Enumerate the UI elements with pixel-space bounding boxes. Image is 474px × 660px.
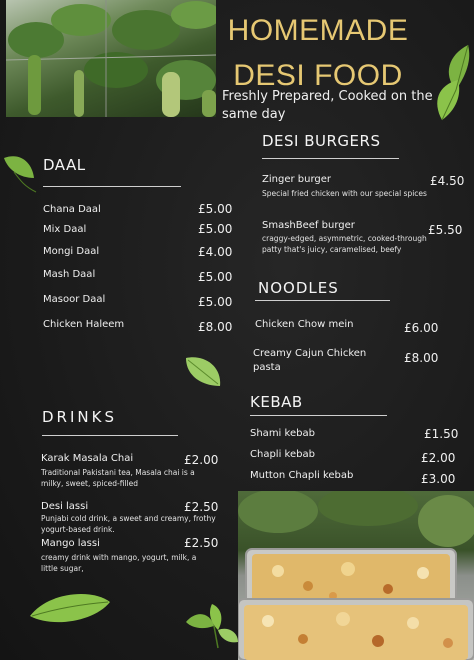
- daal-item-price: £5.00: [198, 222, 233, 236]
- garden-photo: [6, 0, 216, 117]
- noodles-heading: NOODLES: [258, 279, 339, 297]
- leaf-left-icon: [2, 152, 38, 194]
- kebab-divider: [250, 415, 387, 416]
- drinks-heading: DRINKS: [42, 408, 117, 426]
- daal-item-name: Masoor Daal: [43, 294, 106, 305]
- kebab-item-name: Mutton Chapli kebab: [250, 470, 354, 481]
- mint-leaf-bottom-icon: [28, 590, 112, 626]
- drinks-item-desc: Traditional Pakistani tea, Masala chai is a milky, sweet, spiced-filled: [41, 468, 195, 488]
- kebab-item-price: £3.00: [421, 472, 456, 486]
- drinks-item-desc: Punjabi cold drink, a sweet and creamy, frothy yogurt-based drink.: [41, 514, 216, 534]
- title-line-2: DESI FOOD: [233, 59, 403, 92]
- drinks-item-name: Mango lassi: [41, 538, 100, 549]
- noodles-item-name: Chicken Chow mein: [255, 319, 354, 330]
- tagline: Freshly Prepared, Cooked on the same day: [222, 89, 433, 122]
- burgers-item-desc: craggy-edged, asymmetric, cooked-through patty that's juicy, caramelised, beefy: [262, 234, 427, 254]
- daal-item-name: Chicken Haleem: [43, 319, 125, 330]
- daal-item-name: Mash Daal: [43, 269, 96, 280]
- daal-heading: DAAL: [43, 156, 86, 174]
- daal-item-price: £5.00: [198, 202, 233, 216]
- daal-item-name: Chana Daal: [43, 204, 101, 215]
- drinks-item-desc: creamy drink with mango, yogurt, milk, a little sugar,: [41, 553, 197, 573]
- burgers-item-name: SmashBeef burger: [262, 220, 355, 231]
- drinks-item-price: £2.00: [184, 453, 219, 467]
- burgers-item-price: £5.50: [428, 223, 463, 237]
- title-line-1: HOMEMADE: [227, 14, 409, 47]
- leaf-top-right-icon: [428, 40, 474, 125]
- kebab-item-price: £1.50: [424, 427, 459, 441]
- drinks-item-price: £2.50: [184, 536, 219, 550]
- burgers-item-price: £4.50: [430, 174, 465, 188]
- burgers-divider: [262, 158, 399, 159]
- herb-sprig-icon: [182, 600, 240, 650]
- biryani-photo: [238, 491, 474, 660]
- kebab-item-price: £2.00: [421, 451, 456, 465]
- mint-leaf-icon: [182, 354, 224, 390]
- daal-divider: [43, 186, 181, 187]
- daal-item-price: £4.00: [198, 245, 233, 259]
- kebab-item-name: Shami kebab: [250, 428, 315, 439]
- burgers-item-desc: Special fried chicken with our special spices: [262, 189, 427, 198]
- noodles-item-price: £8.00: [404, 351, 439, 365]
- noodles-item-name: Creamy Cajun Chicken pasta: [253, 348, 367, 373]
- burgers-heading: DESI BURGERS: [262, 132, 381, 150]
- burgers-item-name: Zinger burger: [262, 174, 331, 185]
- daal-item-price: £8.00: [198, 320, 233, 334]
- daal-item-price: £5.00: [198, 270, 233, 284]
- drinks-divider: [42, 435, 178, 436]
- drinks-item-name: Karak Masala Chai: [41, 453, 134, 464]
- drinks-item-price: £2.50: [184, 500, 219, 514]
- kebab-item-name: Chapli kebab: [250, 449, 315, 460]
- noodles-divider: [255, 300, 390, 301]
- daal-item-price: £5.00: [198, 295, 233, 309]
- daal-item-name: Mix Daal: [43, 224, 87, 235]
- drinks-item-name: Desi lassi: [41, 501, 89, 512]
- noodles-item-price: £6.00: [404, 321, 439, 335]
- daal-item-name: Mongi Daal: [43, 246, 100, 257]
- menu-title: [218, 8, 418, 98]
- kebab-heading: KEBAB: [250, 393, 303, 411]
